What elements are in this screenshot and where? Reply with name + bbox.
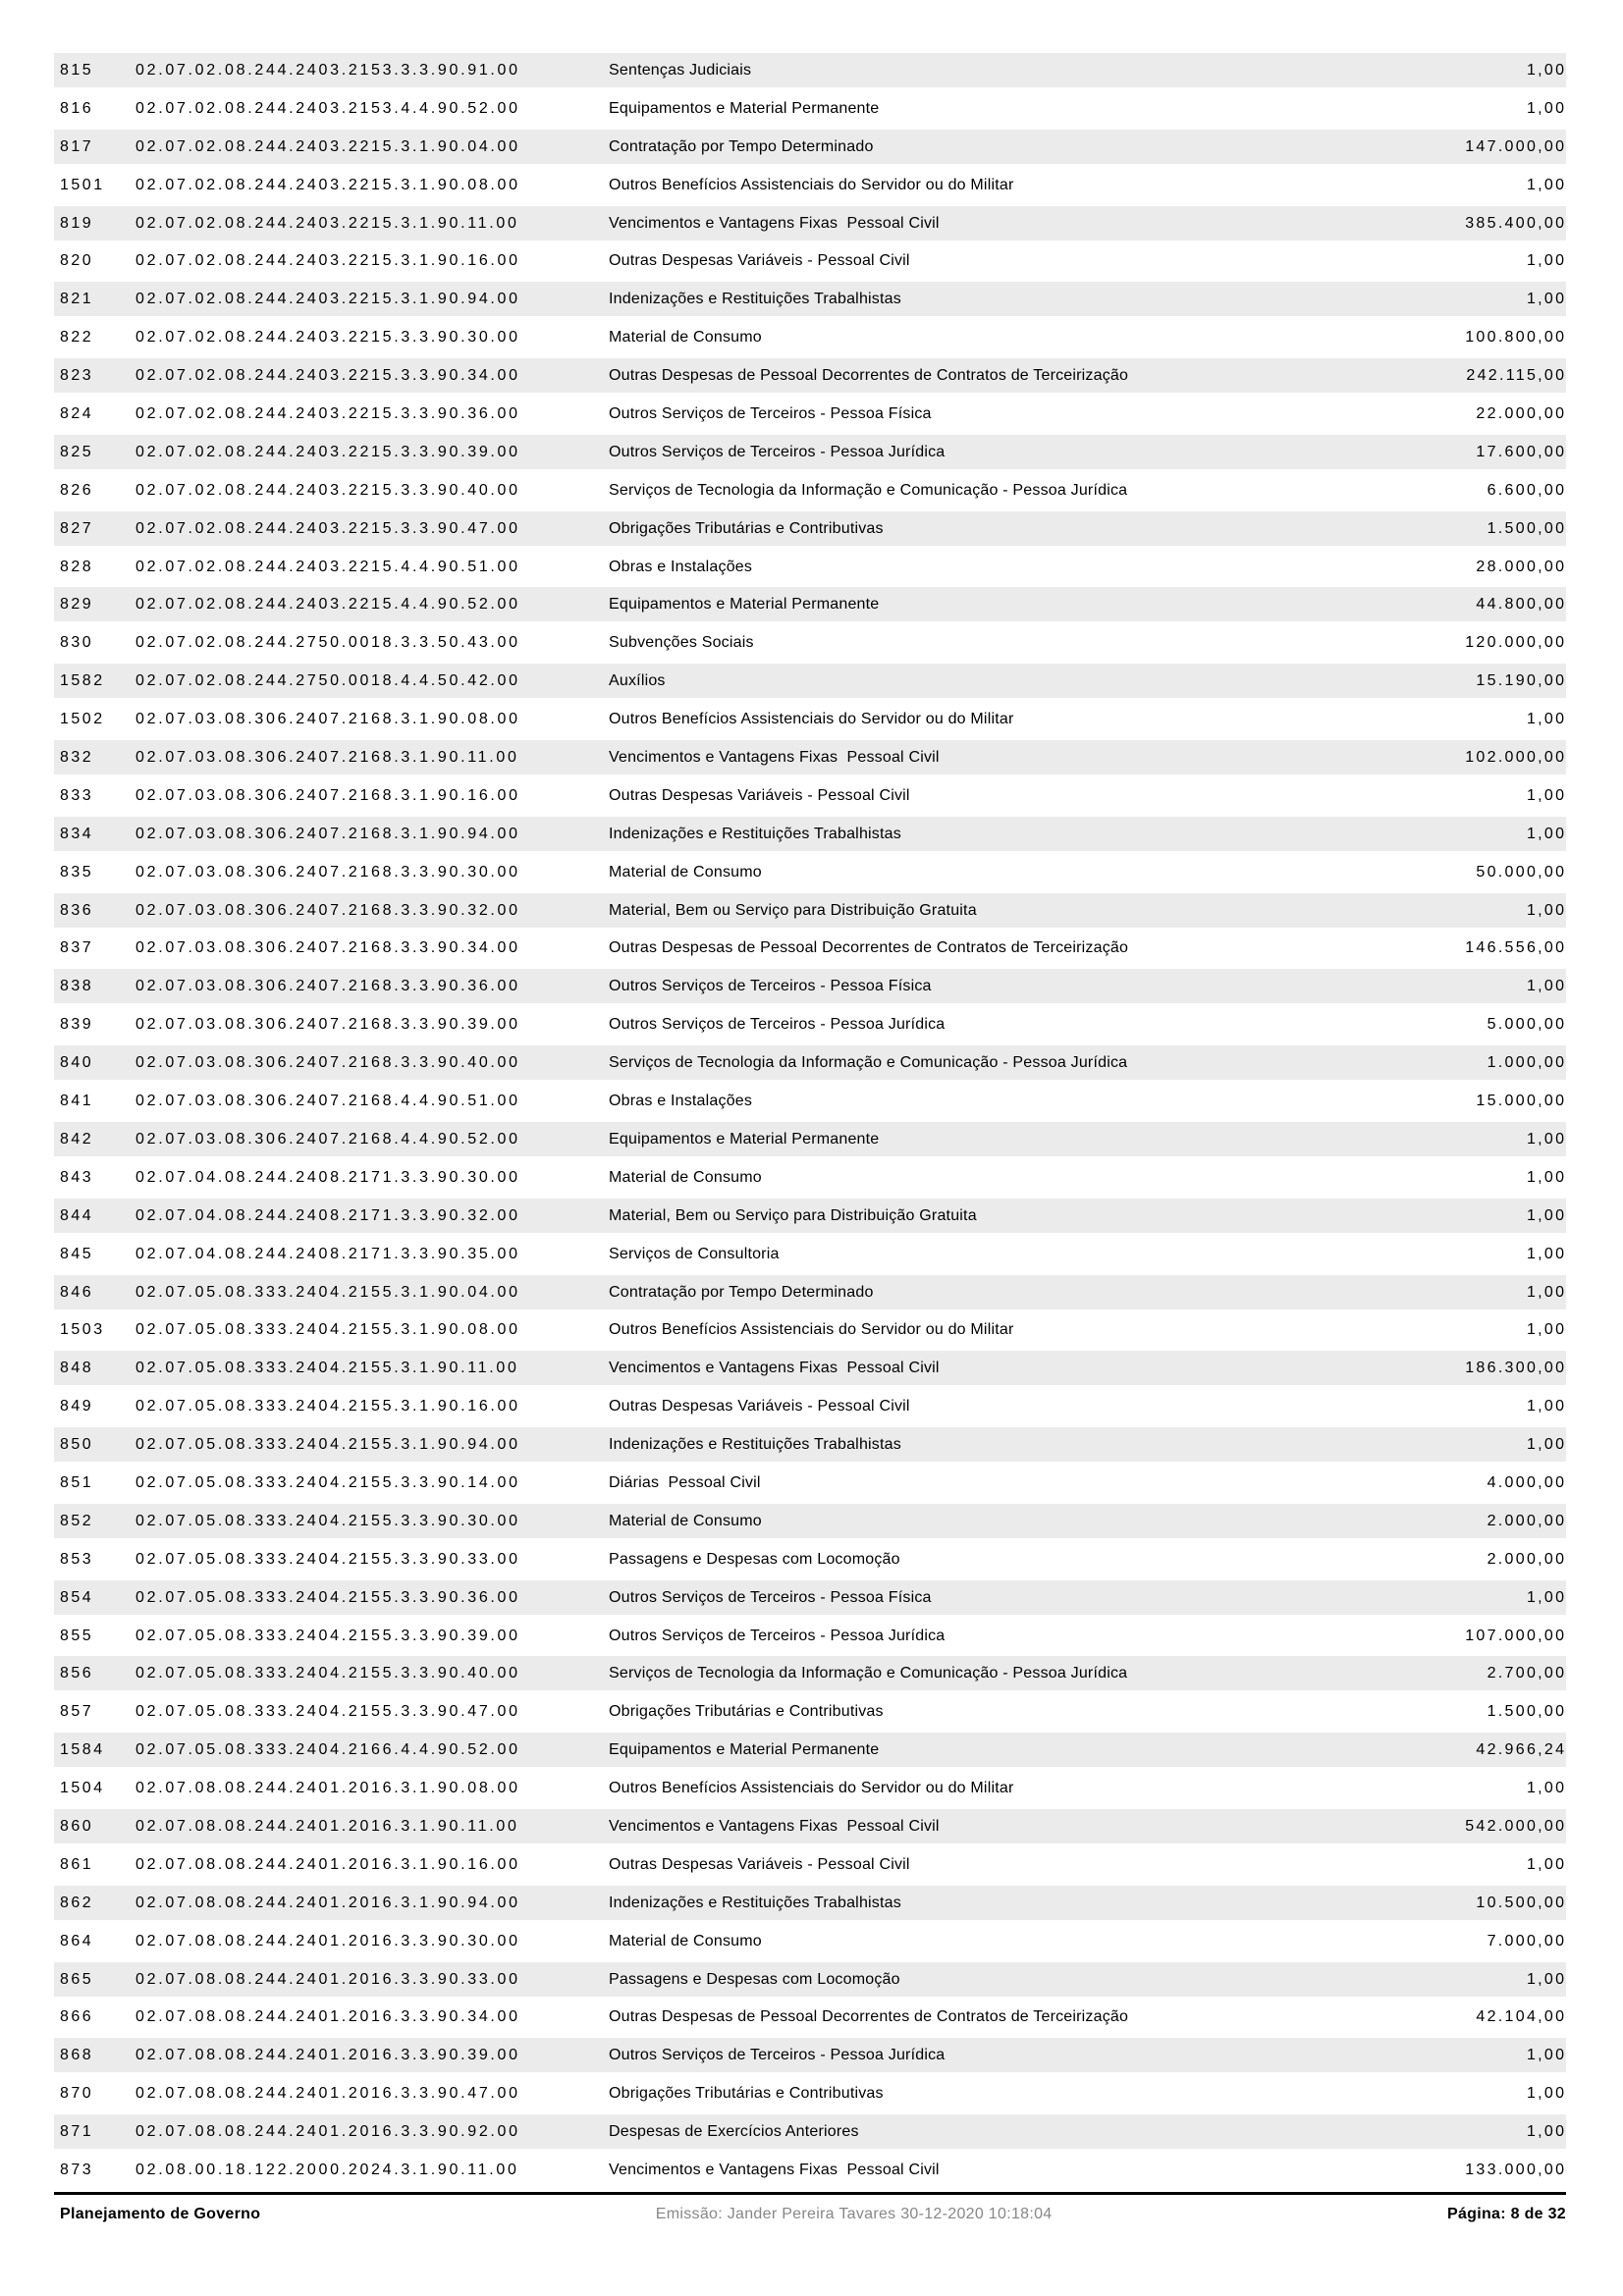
row-number-cell: 816: [60, 99, 94, 117]
description-cell: Indenizações e Restituições Trabalhistas: [609, 825, 901, 842]
row-number-cell: 849: [60, 1398, 94, 1415]
budget-code-cell: 02.07.03.08.306.2407.2168.3.3.90.40.00: [135, 1054, 520, 1072]
row-number-cell: 825: [60, 443, 94, 460]
value-cell: 133.000,00: [1465, 2161, 1567, 2178]
row-number-cell: 857: [60, 1703, 94, 1721]
value-cell: 1,00: [1526, 1245, 1567, 1262]
budget-code-cell: 02.07.05.08.333.2404.2155.3.1.90.08.00: [135, 1321, 520, 1339]
table-row: [54, 1122, 1566, 1156]
budget-code-cell: 02.07.05.08.333.2404.2155.3.3.90.47.00: [135, 1703, 520, 1721]
footer-divider: [54, 2192, 1566, 2195]
budget-code-cell: 02.07.02.08.244.2750.0018.3.3.50.43.00: [135, 634, 520, 652]
table-row: [54, 1694, 1566, 1729]
description-cell: Diárias Pessoal Civil: [609, 1473, 761, 1491]
table-row: [54, 702, 1566, 736]
value-cell: 1,00: [1526, 1398, 1567, 1415]
description-cell: Material de Consumo: [609, 1168, 762, 1186]
budget-code-cell: 02.07.04.08.244.2408.2171.3.3.90.32.00: [135, 1206, 520, 1224]
row-number-cell: 841: [60, 1093, 94, 1110]
table-row: [54, 1427, 1566, 1462]
budget-code-cell: 02.07.08.08.244.2401.2016.3.3.90.34.00: [135, 2008, 520, 2026]
budget-code-cell: 02.07.03.08.306.2407.2168.4.4.90.51.00: [135, 1093, 520, 1110]
budget-code-cell: 02.07.05.08.333.2404.2166.4.4.90.52.00: [135, 1741, 520, 1759]
budget-code-cell: 02.07.08.08.244.2401.2016.3.1.90.08.00: [135, 1780, 520, 1797]
row-number-cell: 855: [60, 1627, 94, 1644]
description-cell: Outros Benefícios Assistenciais do Servidor ou do Militar: [609, 1780, 1014, 1797]
value-cell: 1.500,00: [1487, 1703, 1567, 1721]
description-cell: Indenizações e Restituições Trabalhistas: [609, 1894, 901, 1911]
description-cell: Sentenças Judiciais: [609, 62, 752, 79]
budget-code-cell: 02.07.05.08.333.2404.2155.3.3.90.39.00: [135, 1627, 520, 1644]
description-cell: Material de Consumo: [609, 1512, 762, 1529]
row-number-cell: 856: [60, 1665, 94, 1682]
description-cell: Obras e Instalações: [609, 558, 753, 575]
description-cell: Outras Despesas Variáveis - Pessoal Civil: [609, 1398, 910, 1415]
page-footer: [54, 2206, 1566, 2223]
table-row: [54, 206, 1566, 240]
budget-code-cell: 02.07.08.08.244.2401.2016.3.1.90.16.00: [135, 1855, 520, 1873]
budget-code-cell: 02.07.02.08.244.2403.2215.3.3.90.47.00: [135, 519, 520, 537]
row-number-cell: 868: [60, 2047, 94, 2064]
description-cell: Equipamentos e Material Permanente: [609, 1130, 880, 1148]
value-cell: 1,00: [1526, 1206, 1567, 1224]
budget-code-cell: 02.07.02.08.244.2403.2153.3.3.90.91.00: [135, 62, 520, 79]
value-cell: 1,00: [1526, 1780, 1567, 1797]
budget-code-cell: 02.07.05.08.333.2404.2155.3.3.90.40.00: [135, 1665, 520, 1682]
description-cell: Vencimentos e Vantagens Fixas Pessoal Civil: [609, 2161, 940, 2178]
value-cell: 1,00: [1526, 1283, 1567, 1301]
value-cell: 22.000,00: [1476, 405, 1567, 423]
value-cell: 1,00: [1526, 1321, 1567, 1339]
table-row: [54, 243, 1566, 278]
description-cell: Serviços de Tecnologia da Informação e Comunicação - Pessoa Jurídica: [609, 1665, 1128, 1682]
budget-code-cell: 02.07.08.08.244.2401.2016.3.3.90.47.00: [135, 2085, 520, 2103]
description-cell: Outros Serviços de Terceiros - Pessoa Física: [609, 978, 932, 995]
value-cell: 1,00: [1526, 176, 1567, 193]
table-row: [54, 282, 1566, 316]
description-cell: Outras Despesas de Pessoal Decorrentes de Contratos de Terceirização: [609, 367, 1129, 385]
value-cell: 42.966,24: [1476, 1741, 1567, 1759]
budget-code-cell: 02.07.02.08.244.2403.2153.4.4.90.52.00: [135, 99, 520, 117]
table-row: [54, 2038, 1566, 2072]
value-cell: 1,00: [1526, 711, 1567, 728]
row-number-cell: 846: [60, 1283, 94, 1301]
budget-code-cell: 02.07.02.08.244.2403.2215.3.1.90.11.00: [135, 214, 519, 232]
budget-code-cell: 02.07.03.08.306.2407.2168.3.1.90.11.00: [135, 749, 519, 767]
budget-code-cell: 02.07.03.08.306.2407.2168.3.3.90.36.00: [135, 978, 520, 995]
description-cell: Outros Serviços de Terceiros - Pessoa Física: [609, 405, 932, 423]
budget-code-cell: 02.07.05.08.333.2404.2155.3.3.90.30.00: [135, 1512, 520, 1529]
row-number-cell: 870: [60, 2085, 94, 2103]
row-number-cell: 1501: [60, 176, 105, 193]
row-number-cell: 861: [60, 1855, 94, 1873]
value-cell: 1,00: [1526, 901, 1567, 919]
budget-code-cell: 02.07.02.08.244.2403.2215.3.1.90.16.00: [135, 252, 520, 270]
table-row: [54, 1924, 1566, 1958]
description-cell: Outros Benefícios Assistenciais do Servidor ou do Militar: [609, 1321, 1014, 1339]
budget-code-cell: 02.07.03.08.306.2407.2168.3.1.90.08.00: [135, 711, 520, 728]
value-cell: 1,00: [1526, 2047, 1567, 2064]
row-number-cell: 1504: [60, 1780, 105, 1797]
value-cell: 1,00: [1526, 786, 1567, 804]
row-number-cell: 850: [60, 1436, 94, 1454]
row-number-cell: 853: [60, 1550, 94, 1568]
budget-code-cell: 02.07.02.08.244.2403.2215.4.4.90.51.00: [135, 558, 520, 575]
table-row: [54, 1962, 1566, 1997]
value-cell: 1,00: [1526, 1168, 1567, 1186]
budget-code-cell: 02.07.04.08.244.2408.2171.3.3.90.30.00: [135, 1168, 520, 1186]
budget-code-cell: 02.07.03.08.306.2407.2168.3.3.90.39.00: [135, 1016, 520, 1034]
row-number-cell: 830: [60, 634, 94, 652]
row-number-cell: 851: [60, 1473, 94, 1491]
value-cell: 107.000,00: [1465, 1627, 1567, 1644]
budget-code-cell: 02.07.08.08.244.2401.2016.3.1.90.94.00: [135, 1894, 520, 1911]
description-cell: Vencimentos e Vantagens Fixas Pessoal Civil: [609, 1817, 940, 1835]
value-cell: 1.500,00: [1487, 519, 1567, 537]
budget-code-cell: 02.07.03.08.306.2407.2168.4.4.90.52.00: [135, 1130, 520, 1148]
table-row: [54, 931, 1566, 965]
table-row: [54, 969, 1566, 1003]
table-row: [54, 53, 1566, 87]
value-cell: 1,00: [1526, 825, 1567, 842]
row-number-cell: 822: [60, 329, 94, 347]
table-row: [54, 1237, 1566, 1271]
table-row: [54, 1771, 1566, 1805]
table-row: [54, 1351, 1566, 1385]
budget-code-cell: 02.07.03.08.306.2407.2168.3.1.90.94.00: [135, 825, 520, 842]
description-cell: Contratação por Tempo Determinado: [609, 137, 874, 155]
row-number-cell: 852: [60, 1512, 94, 1529]
table-row: [54, 1084, 1566, 1118]
value-cell: 28.000,00: [1476, 558, 1567, 575]
row-number-cell: 823: [60, 367, 94, 385]
row-number-cell: 827: [60, 519, 94, 537]
description-cell: Outras Despesas Variáveis - Pessoal Civil: [609, 252, 910, 270]
table-row: [54, 740, 1566, 774]
table-row: [54, 397, 1566, 431]
table-row: [54, 1466, 1566, 1500]
table-row: [54, 817, 1566, 851]
value-cell: 102.000,00: [1465, 749, 1567, 767]
table-row: [54, 1886, 1566, 1920]
budget-code-cell: 02.07.08.08.244.2401.2016.3.1.90.11.00: [135, 1817, 519, 1835]
value-cell: 1,00: [1526, 1588, 1567, 1606]
footer-page-number: Página: 8 de 32: [1447, 2206, 1566, 2222]
table-row: [54, 625, 1566, 660]
budget-code-cell: 02.08.00.18.122.2000.2024.3.1.90.11.00: [135, 2161, 519, 2178]
table-row: [54, 473, 1566, 507]
budget-code-cell: 02.07.02.08.244.2403.2215.3.3.90.39.00: [135, 443, 520, 460]
row-number-cell: 837: [60, 939, 94, 957]
description-cell: Serviços de Consultoria: [609, 1245, 780, 1262]
description-cell: Material de Consumo: [609, 1932, 762, 1949]
table-row: [54, 130, 1566, 164]
description-cell: Auxílios: [609, 672, 666, 690]
description-cell: Vencimentos e Vantagens Fixas Pessoal Civil: [609, 749, 940, 767]
table-row: [54, 1542, 1566, 1576]
value-cell: 385.400,00: [1465, 214, 1567, 232]
table-row: [54, 1160, 1566, 1195]
value-cell: 542.000,00: [1465, 1817, 1567, 1835]
row-number-cell: 835: [60, 863, 94, 881]
value-cell: 1,00: [1526, 252, 1567, 270]
row-number-cell: 866: [60, 2008, 94, 2026]
description-cell: Subvenções Sociais: [609, 634, 754, 652]
budget-code-cell: 02.07.05.08.333.2404.2155.3.1.90.94.00: [135, 1436, 520, 1454]
table-row: [54, 2153, 1566, 2187]
value-cell: 50.000,00: [1476, 863, 1567, 881]
value-cell: 2.000,00: [1487, 1550, 1567, 1568]
row-number-cell: 838: [60, 978, 94, 995]
budget-code-cell: 02.07.02.08.244.2750.0018.4.4.50.42.00: [135, 672, 520, 690]
row-number-cell: 843: [60, 1168, 94, 1186]
value-cell: 120.000,00: [1465, 634, 1567, 652]
row-number-cell: 848: [60, 1360, 94, 1377]
value-cell: 1,00: [1526, 1970, 1567, 1988]
description-cell: Equipamentos e Material Permanente: [609, 596, 880, 614]
budget-table: [54, 53, 1566, 2191]
row-number-cell: 845: [60, 1245, 94, 1262]
table-row: [54, 1504, 1566, 1538]
value-cell: 10.500,00: [1476, 1894, 1567, 1911]
description-cell: Outros Serviços de Terceiros - Pessoa Jurídica: [609, 1627, 946, 1644]
description-cell: Equipamentos e Material Permanente: [609, 1741, 880, 1759]
budget-code-cell: 02.07.05.08.333.2404.2155.3.3.90.36.00: [135, 1588, 520, 1606]
value-cell: 1,00: [1526, 99, 1567, 117]
table-row: [54, 1733, 1566, 1767]
footer-report-title: Planejamento de Governo: [60, 2206, 261, 2222]
table-row: [54, 1809, 1566, 1843]
row-number-cell: 844: [60, 1206, 94, 1224]
table-row: [54, 2076, 1566, 2110]
description-cell: Outros Serviços de Terceiros - Pessoa Jurídica: [609, 1016, 946, 1034]
description-cell: Material, Bem ou Serviço para Distribuição Gratuita: [609, 1206, 977, 1224]
budget-code-cell: 02.07.08.08.244.2401.2016.3.3.90.92.00: [135, 2123, 520, 2141]
row-number-cell: 1502: [60, 711, 105, 728]
budget-code-cell: 02.07.02.08.244.2403.2215.3.1.90.04.00: [135, 137, 520, 155]
row-number-cell: 862: [60, 1894, 94, 1911]
description-cell: Outros Serviços de Terceiros - Pessoa Jurídica: [609, 2047, 946, 2064]
table-row: [54, 1389, 1566, 1423]
budget-code-cell: 02.07.02.08.244.2403.2215.3.1.90.08.00: [135, 176, 520, 193]
budget-code-cell: 02.07.02.08.244.2403.2215.3.1.90.94.00: [135, 291, 520, 308]
budget-code-cell: 02.07.08.08.244.2401.2016.3.3.90.39.00: [135, 2047, 520, 2064]
row-number-cell: 819: [60, 214, 94, 232]
table-row: [54, 893, 1566, 928]
value-cell: 1,00: [1526, 1436, 1567, 1454]
value-cell: 147.000,00: [1465, 137, 1567, 155]
description-cell: Outros Serviços de Terceiros - Pessoa Física: [609, 1588, 932, 1606]
value-cell: 1,00: [1526, 291, 1567, 308]
value-cell: 100.800,00: [1465, 329, 1567, 347]
description-cell: Serviços de Tecnologia da Informação e Comunicação - Pessoa Jurídica: [609, 481, 1128, 499]
description-cell: Material, Bem ou Serviço para Distribuição Gratuita: [609, 901, 977, 919]
value-cell: 42.104,00: [1476, 2008, 1567, 2026]
description-cell: Obrigações Tributárias e Contributivas: [609, 1703, 884, 1721]
value-cell: 1,00: [1526, 2085, 1567, 2103]
table-row: [54, 168, 1566, 202]
value-cell: 242.115,00: [1466, 367, 1567, 385]
budget-code-cell: 02.07.08.08.244.2401.2016.3.3.90.30.00: [135, 1932, 520, 1949]
value-cell: 2.000,00: [1487, 1512, 1567, 1529]
value-cell: 15.190,00: [1476, 672, 1567, 690]
row-number-cell: 817: [60, 137, 94, 155]
budget-code-cell: 02.07.08.08.244.2401.2016.3.3.90.33.00: [135, 1970, 520, 1988]
value-cell: 44.800,00: [1476, 596, 1567, 614]
table-row: [54, 587, 1566, 621]
table-row: [54, 778, 1566, 813]
value-cell: 2.700,00: [1487, 1665, 1567, 1682]
row-number-cell: 840: [60, 1054, 94, 1072]
table-row: [54, 320, 1566, 354]
table-row: [54, 855, 1566, 889]
row-number-cell: 826: [60, 481, 94, 499]
description-cell: Outras Despesas de Pessoal Decorrentes de Contratos de Terceirização: [609, 939, 1129, 957]
value-cell: 1.000,00: [1487, 1054, 1567, 1072]
description-cell: Indenizações e Restituições Trabalhistas: [609, 291, 901, 308]
value-cell: 4.000,00: [1487, 1473, 1567, 1491]
table-row: [54, 511, 1566, 546]
description-cell: Passagens e Despesas com Locomoção: [609, 1550, 900, 1568]
table-row: [54, 1847, 1566, 1882]
table-row: [54, 664, 1566, 698]
row-number-cell: 829: [60, 596, 94, 614]
description-cell: Vencimentos e Vantagens Fixas Pessoal Civil: [609, 214, 940, 232]
budget-code-cell: 02.07.03.08.306.2407.2168.3.3.90.30.00: [135, 863, 520, 881]
table-row: [54, 1656, 1566, 1690]
budget-code-cell: 02.07.02.08.244.2403.2215.4.4.90.52.00: [135, 596, 520, 614]
budget-code-cell: 02.07.02.08.244.2403.2215.3.3.90.34.00: [135, 367, 520, 385]
table-row: [54, 435, 1566, 469]
description-cell: Obrigações Tributárias e Contributivas: [609, 2085, 884, 2103]
table-row: [54, 358, 1566, 393]
row-number-cell: 820: [60, 252, 94, 270]
row-number-cell: 842: [60, 1130, 94, 1148]
row-number-cell: 1503: [60, 1321, 105, 1339]
value-cell: 1,00: [1526, 2123, 1567, 2141]
value-cell: 7.000,00: [1487, 1932, 1567, 1949]
description-cell: Contratação por Tempo Determinado: [609, 1283, 874, 1301]
row-number-cell: 832: [60, 749, 94, 767]
description-cell: Outras Despesas Variáveis - Pessoal Civil: [609, 1855, 910, 1873]
row-number-cell: 873: [60, 2161, 94, 2178]
budget-code-cell: 02.07.03.08.306.2407.2168.3.3.90.32.00: [135, 901, 520, 919]
budget-code-cell: 02.07.03.08.306.2407.2168.3.3.90.34.00: [135, 939, 520, 957]
row-number-cell: 854: [60, 1588, 94, 1606]
table-row: [54, 1619, 1566, 1653]
row-number-cell: 1584: [60, 1741, 105, 1759]
table-row: [54, 1275, 1566, 1309]
row-number-cell: 1582: [60, 672, 105, 690]
budget-code-cell: 02.07.05.08.333.2404.2155.3.1.90.16.00: [135, 1398, 520, 1415]
description-cell: Outros Benefícios Assistenciais do Servidor ou do Militar: [609, 711, 1014, 728]
value-cell: 1,00: [1526, 1130, 1567, 1148]
table-row: [54, 550, 1566, 584]
row-number-cell: 836: [60, 901, 94, 919]
value-cell: 5.000,00: [1487, 1016, 1567, 1034]
budget-code-cell: 02.07.05.08.333.2404.2155.3.3.90.33.00: [135, 1550, 520, 1568]
row-number-cell: 815: [60, 62, 94, 79]
value-cell: 1,00: [1526, 62, 1567, 79]
description-cell: Vencimentos e Vantagens Fixas Pessoal Civil: [609, 1360, 940, 1377]
value-cell: 1,00: [1526, 978, 1567, 995]
budget-code-cell: 02.07.05.08.333.2404.2155.3.3.90.14.00: [135, 1473, 520, 1491]
value-cell: 17.600,00: [1476, 443, 1567, 460]
description-cell: Outras Despesas de Pessoal Decorrentes de Contratos de Terceirização: [609, 2008, 1129, 2026]
row-number-cell: 839: [60, 1016, 94, 1034]
footer-emission-info: Emissão: Jander Pereira Tavares 30-12-2020 10:18:04: [655, 2206, 1053, 2222]
budget-code-cell: 02.07.05.08.333.2404.2155.3.1.90.11.00: [135, 1360, 519, 1377]
budget-code-cell: 02.07.02.08.244.2403.2215.3.3.90.30.00: [135, 329, 520, 347]
budget-code-cell: 02.07.02.08.244.2403.2215.3.3.90.40.00: [135, 481, 520, 499]
description-cell: Equipamentos e Material Permanente: [609, 99, 880, 117]
description-cell: Indenizações e Restituições Trabalhistas: [609, 1436, 901, 1454]
value-cell: 186.300,00: [1465, 1360, 1567, 1377]
budget-code-cell: 02.07.05.08.333.2404.2155.3.1.90.04.00: [135, 1283, 520, 1301]
row-number-cell: 864: [60, 1932, 94, 1949]
description-cell: Outras Despesas Variáveis - Pessoal Civil: [609, 786, 910, 804]
description-cell: Outros Serviços de Terceiros - Pessoa Jurídica: [609, 443, 946, 460]
budget-code-cell: 02.07.03.08.306.2407.2168.3.1.90.16.00: [135, 786, 520, 804]
table-row: [54, 1199, 1566, 1233]
row-number-cell: 871: [60, 2123, 94, 2141]
row-number-cell: 828: [60, 558, 94, 575]
table-row: [54, 1007, 1566, 1041]
value-cell: 1,00: [1526, 1855, 1567, 1873]
budget-code-cell: 02.07.04.08.244.2408.2171.3.3.90.35.00: [135, 1245, 520, 1262]
description-cell: Obrigações Tributárias e Contributivas: [609, 519, 884, 537]
description-cell: Material de Consumo: [609, 329, 762, 347]
table-row: [54, 1580, 1566, 1615]
row-number-cell: 865: [60, 1970, 94, 1988]
row-number-cell: 833: [60, 786, 94, 804]
value-cell: 6.600,00: [1487, 481, 1567, 499]
description-cell: Serviços de Tecnologia da Informação e Comunicação - Pessoa Jurídica: [609, 1054, 1128, 1072]
table-row: [54, 91, 1566, 126]
budget-code-cell: 02.07.02.08.244.2403.2215.3.3.90.36.00: [135, 405, 520, 423]
description-cell: Material de Consumo: [609, 863, 762, 881]
row-number-cell: 834: [60, 825, 94, 842]
value-cell: 15.000,00: [1476, 1093, 1567, 1110]
row-number-cell: 824: [60, 405, 94, 423]
description-cell: Passagens e Despesas com Locomoção: [609, 1970, 900, 1988]
row-number-cell: 860: [60, 1817, 94, 1835]
description-cell: Despesas de Exercícios Anteriores: [609, 2123, 859, 2141]
value-cell: 146.556,00: [1465, 939, 1567, 957]
table-row: [54, 1312, 1566, 1347]
table-row: [54, 2000, 1566, 2034]
table-row: [54, 2114, 1566, 2149]
description-cell: Obras e Instalações: [609, 1093, 753, 1110]
table-row: [54, 1045, 1566, 1080]
row-number-cell: 821: [60, 291, 94, 308]
description-cell: Outros Benefícios Assistenciais do Servidor ou do Militar: [609, 176, 1014, 193]
